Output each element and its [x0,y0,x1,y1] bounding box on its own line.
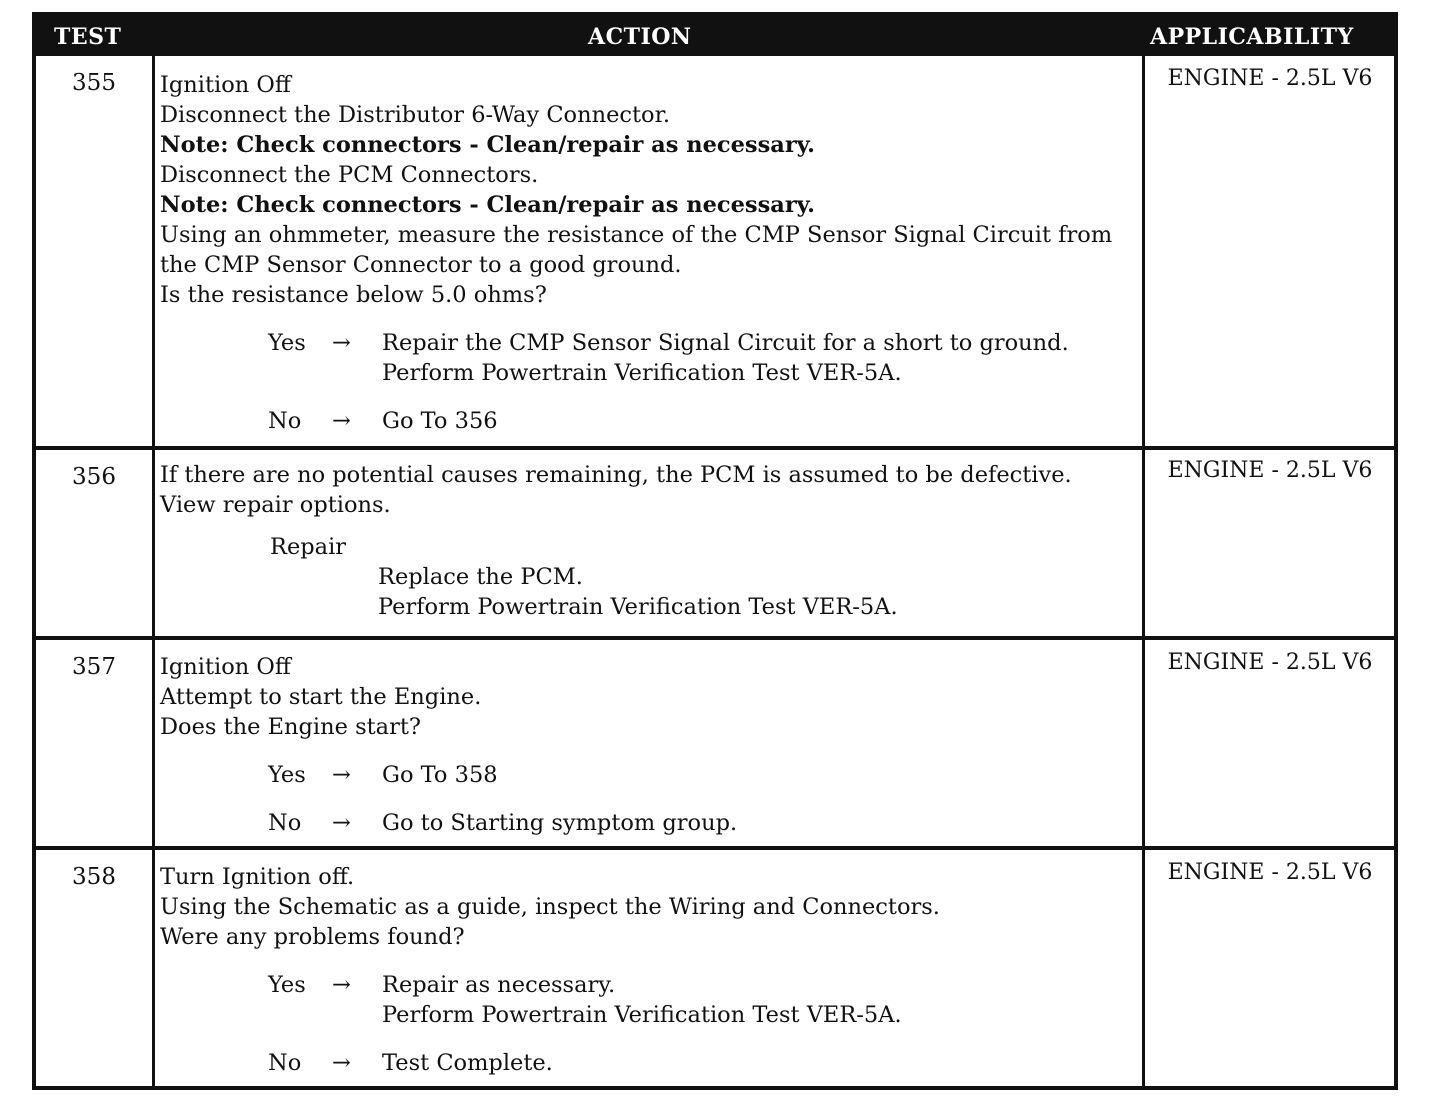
table-row-357 [36,640,1394,846]
no-option [160,1048,1136,1078]
yes-result-line2: Perform Powertrain Verification Test VER-5A. [382,1002,902,1028]
action-line: Disconnect the PCM Connectors. [160,162,539,188]
header-test: TEST [54,24,122,50]
test-number: 358 [72,864,116,890]
no-label: No [268,1050,302,1076]
no-label: No [268,810,302,836]
action-line: Attempt to start the Engine. [160,684,482,710]
no-result: Go To 356 [382,408,498,434]
action-cell [160,862,1136,1078]
action-line: Disconnect the Distributor 6-Way Connector. [160,102,671,128]
arrow-icon: → [332,1050,351,1076]
applicability: ENGINE - 2.5L V6 [1167,650,1373,675]
table-row-356 [36,450,1394,638]
yes-label: Yes [268,972,306,998]
action-line: the CMP Sensor Connector to a good ground. [160,252,682,278]
action-line: Ignition Off [160,654,291,680]
yes-option [160,760,1136,790]
action-cell [160,652,1136,838]
header-applicability: APPLICABILITY [1150,24,1354,50]
header-action: ACTION [588,24,692,50]
yes-result: Repair the CMP Sensor Signal Circuit for a short to ground. [382,330,1069,356]
arrow-icon: → [332,810,351,836]
repair-step: Perform Powertrain Verification Test VER-5A. [378,594,898,620]
arrow-icon: → [332,762,351,788]
action-cell [160,70,1136,436]
applicability: ENGINE - 2.5L V6 [1167,458,1373,483]
action-line: Turn Ignition off. [160,864,355,890]
arrow-icon: → [332,972,351,998]
action-line: Using the Schematic as a guide, inspect the Wiring and Connectors. [160,894,940,920]
action-note: Note: Check connectors - Clean/repair as necessary. [160,132,815,158]
yes-option [160,970,1136,1000]
action-cell [160,460,1136,622]
action-line: Using an ohmmeter, measure the resistance of the CMP Sensor Signal Circuit from [160,222,1113,248]
no-option [160,808,1136,838]
action-line: If there are no potential causes remaining, the PCM is assumed to be defective. [160,462,1072,488]
yes-option-continued [160,1000,1136,1030]
action-line: Does the Engine start? [160,714,421,740]
test-number: 355 [72,70,116,96]
yes-result-line2: Perform Powertrain Verification Test VER-5A. [382,360,902,386]
no-label: No [268,408,302,434]
yes-label: Yes [268,762,306,788]
test-number: 356 [72,464,116,490]
repair-step: Replace the PCM. [378,564,583,590]
yes-option-continued [160,358,1136,388]
table-row-355 [36,56,1394,448]
diagnostic-table [32,12,1398,1090]
action-line: Were any problems found? [160,924,465,950]
no-option [160,406,1136,436]
action-line: Ignition Off [160,72,291,98]
yes-result: Repair as necessary. [382,972,616,998]
no-result: Go to Starting symptom group. [382,810,738,836]
yes-option [160,328,1136,358]
arrow-icon: → [332,408,351,434]
action-note: Note: Check connectors - Clean/repair as necessary. [160,192,815,218]
yes-label: Yes [268,330,306,356]
applicability: ENGINE - 2.5L V6 [1167,66,1373,91]
action-line: View repair options. [160,492,391,518]
table-header [36,16,1394,56]
no-result: Test Complete. [382,1050,553,1076]
applicability: ENGINE - 2.5L V6 [1167,860,1373,885]
test-number: 357 [72,654,116,680]
repair-label: Repair [270,534,347,560]
arrow-icon: → [332,330,351,356]
table-row-358 [36,850,1394,1086]
yes-result: Go To 358 [382,762,498,788]
action-line: Is the resistance below 5.0 ohms? [160,282,547,308]
